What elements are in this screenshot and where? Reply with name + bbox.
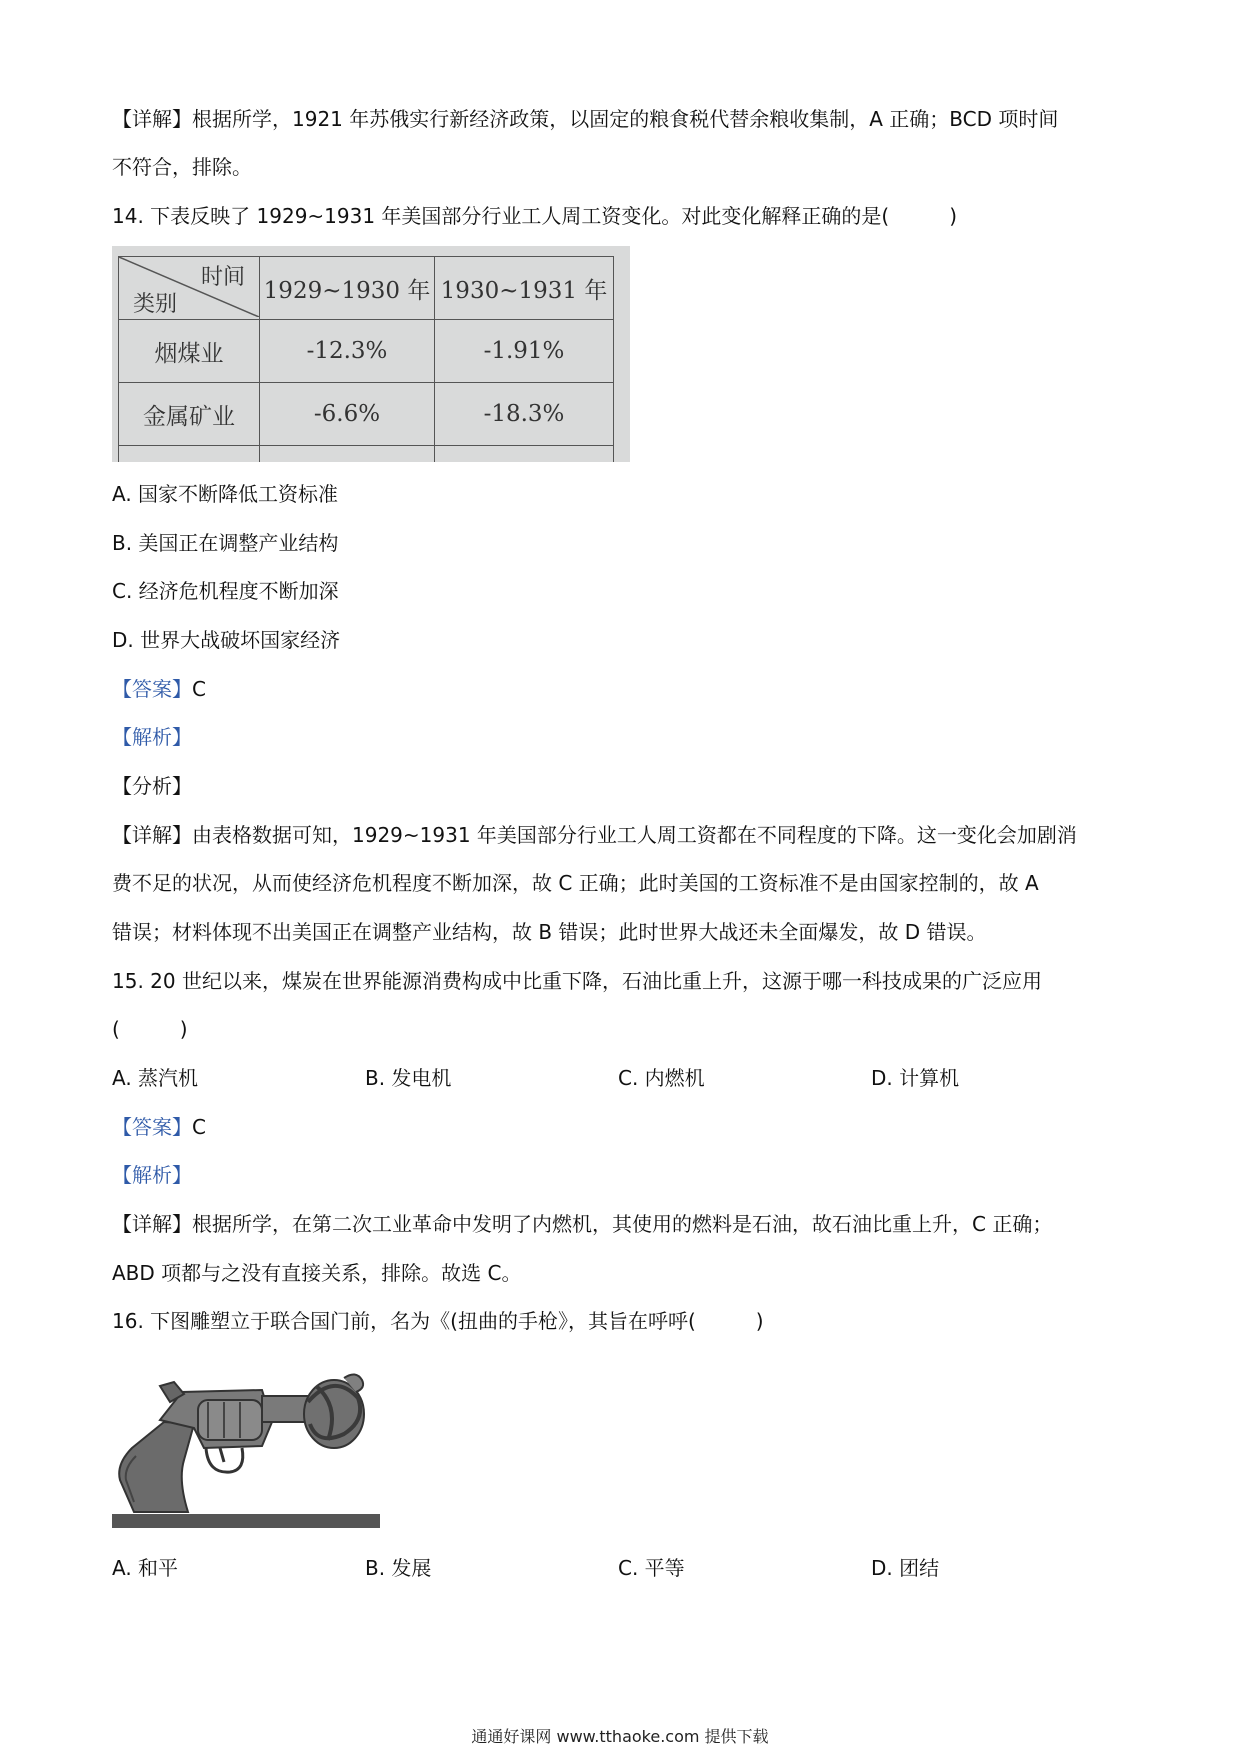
- detail-tag: 【详解】: [112, 823, 192, 847]
- detail-tag: 【详解】: [112, 1212, 192, 1236]
- q15-option-b: B. 发电机: [365, 1066, 452, 1090]
- q15-detail-line-2: ABD 项都与之没有直接关系，排除。故选 C。: [112, 1261, 522, 1285]
- q14-option-a: A. 国家不断降低工资标准: [112, 482, 339, 506]
- q14-wage-table-image: [112, 246, 630, 462]
- detail-text: 根据所学，在第二次工业革命中发明了内燃机，其使用的燃料是石油，故石油比重上升，C 正确；: [192, 1212, 1053, 1236]
- answer-tag: 【答案】: [112, 677, 192, 701]
- q16-stem: 16. 下图雕塑立于联合国门前，名为《(扭曲的手枪》，其旨在呼呼( ): [112, 1309, 764, 1333]
- answer-tag: 【答案】: [112, 1115, 192, 1139]
- knotted-gun-icon: [112, 1362, 380, 1530]
- table-row: [119, 320, 614, 383]
- wage-table: [118, 256, 614, 462]
- value-cell: -6.6%: [260, 383, 435, 446]
- q14-answer: [112, 675, 206, 703]
- q14-analysis-tag: 【解析】: [112, 725, 192, 749]
- q15-option-a: A. 蒸汽机: [112, 1066, 199, 1090]
- q14-stem: 14. 下表反映了 1929~1931 年美国部分行业工人周工资变化。对此变化解释正确的是( ): [112, 204, 958, 228]
- detail-tag: 【详解】: [112, 107, 192, 131]
- q15-option-c: C. 内燃机: [618, 1066, 705, 1090]
- q14-detail-line-2: 费不足的状况，从而使经济危机程度不断加深，故 C 正确；此时美国的工资标准不是由国家控制的，故 A: [112, 871, 1039, 895]
- table-row: [119, 383, 614, 446]
- q14-option-d: D. 世界大战破坏国家经济: [112, 628, 341, 652]
- q15-option-d: D. 计算机: [871, 1066, 960, 1090]
- q15-answer: [112, 1113, 206, 1141]
- detail-text: 由表格数据可知，1929~1931 年美国部分行业工人周工资都在不同程度的下降。这一变化会加剧消: [192, 823, 1077, 847]
- q16-option-b: B. 发展: [365, 1556, 432, 1580]
- answer-value: C: [192, 1115, 206, 1139]
- value-cell: [435, 446, 614, 463]
- detail-text: 根据所学，1921 年苏俄实行新经济政策，以固定的粮食税代替余粮收集制，A 正确；BCD 项时间: [192, 107, 1059, 131]
- table-corner-cell: [119, 257, 260, 320]
- q14-option-c: C. 经济危机程度不断加深: [112, 579, 339, 603]
- q13-detail-line-2: 不符合，排除。: [112, 155, 252, 179]
- q16-option-d: D. 团结: [871, 1556, 940, 1580]
- value-cell: [260, 446, 435, 463]
- category-cell: 金属矿业: [119, 383, 260, 446]
- q14-option-b: B. 美国正在调整产业结构: [112, 531, 339, 555]
- corner-top-label: 时间: [200, 265, 245, 290]
- knotted-gun-sculpture-image: [112, 1362, 380, 1530]
- q15-stem-line-2: ( ): [112, 1017, 188, 1041]
- answer-value: C: [192, 677, 206, 701]
- q14-fenxi-tag: 【分析】: [112, 774, 192, 798]
- page-footer: 通通好课网 www.tthaoke.com 提供下载: [471, 1727, 769, 1746]
- corner-bottom-label: 类别: [133, 292, 178, 317]
- column-header: 1930~1931 年: [435, 257, 614, 320]
- category-cell: [119, 446, 260, 463]
- q15-stem-line-1: 15. 20 世纪以来，煤炭在世界能源消费构成中比重下降，石油比重上升，这源于哪一科技成果的广泛应用: [112, 969, 1042, 993]
- q15-detail-line-1: [112, 1210, 1052, 1238]
- q16-option-a: A. 和平: [112, 1556, 179, 1580]
- value-cell: -1.91%: [435, 320, 614, 383]
- q13-detail-line-1: [112, 105, 1058, 133]
- value-cell: -12.3%: [260, 320, 435, 383]
- category-cell: 烟煤业: [119, 320, 260, 383]
- q16-option-c: C. 平等: [618, 1556, 685, 1580]
- q14-detail-line-3: 错误；材料体现不出美国正在调整产业结构，故 B 错误；此时世界大战还未全面爆发，故 D 错误。: [112, 920, 987, 944]
- q15-analysis-tag: 【解析】: [112, 1163, 192, 1187]
- table-row: [119, 446, 614, 463]
- value-cell: -18.3%: [435, 383, 614, 446]
- q14-detail-line-1: [112, 821, 1077, 849]
- table-header-row: [119, 257, 614, 320]
- column-header: 1929~1930 年: [260, 257, 435, 320]
